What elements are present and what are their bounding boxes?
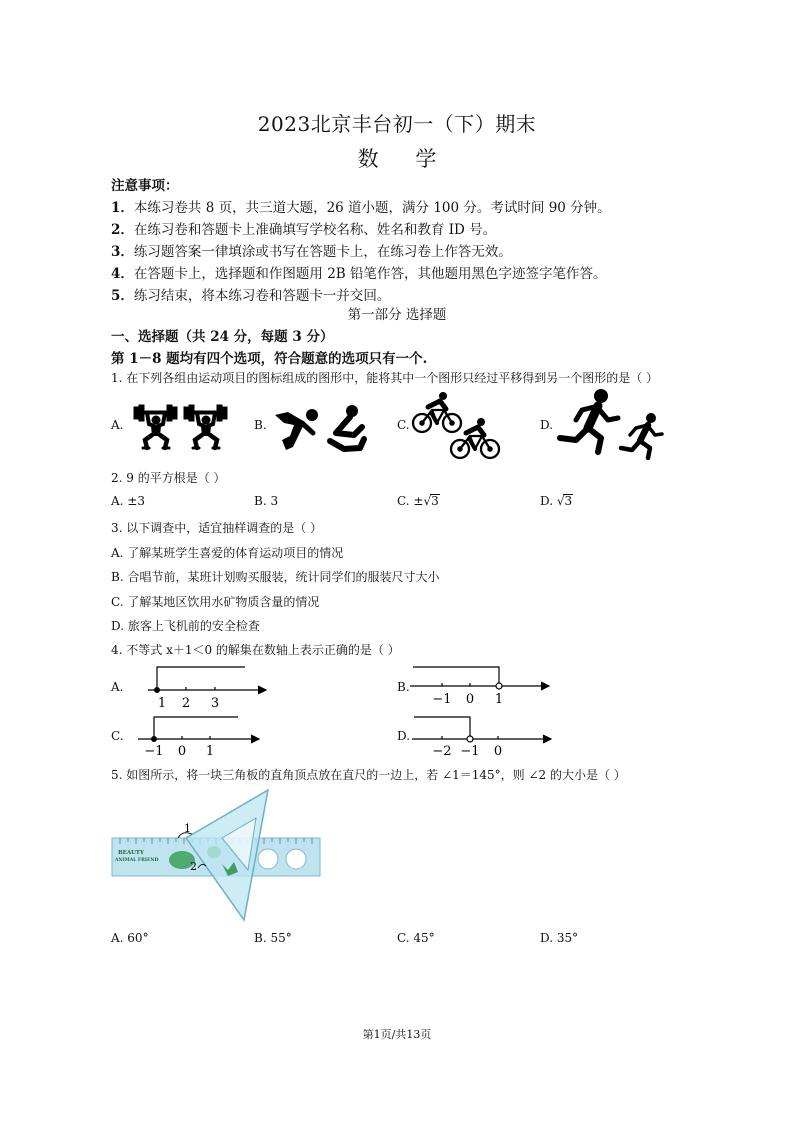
q4-number-line-b — [408, 660, 554, 710]
note-text: 练习结束，将本练习卷和答题卡一并交回。 — [133, 288, 391, 304]
q3-stem: 3. 以下调查中，适宜抽样调查的是（ ） — [111, 521, 323, 535]
open-dot — [467, 736, 473, 742]
tick-label: 2 — [181, 696, 191, 710]
tick-label: −1 — [144, 744, 164, 759]
angle-2-label: 2 — [190, 860, 197, 873]
q2-option-a — [111, 494, 145, 508]
tick-label: −1 — [432, 692, 452, 707]
note-text: 在答题卡上，选择题和作图题用 2B 铅笔作答，其他题用黑色字迹签字笔作答。 — [133, 266, 607, 282]
q3-option-c: C. 了解某地区饮用水矿物质含量的情况 — [111, 595, 320, 609]
option-prefix: ± — [413, 494, 424, 508]
note-item-5: 5．练习结束，将本练习卷和答题卡一并交回。 — [111, 288, 391, 304]
q2-option-d: D. √3 — [540, 494, 573, 508]
weightlifter-icons — [132, 400, 230, 452]
q4-stem: 4. 不等式 x＋1＜0 的解集在数轴上表示正确的是（ ） — [111, 643, 400, 657]
ruler-triangle-figure — [110, 786, 325, 926]
tick-label: 0 — [465, 692, 475, 707]
q1-option-b-label: B. — [254, 418, 267, 432]
q5-option-b: B. 55° — [254, 931, 292, 945]
closed-dot — [151, 736, 157, 742]
note-number: 1 — [111, 200, 121, 216]
option-text: ±3 — [127, 494, 146, 508]
ruler-brand-text: ANIMAL FRIEND — [115, 858, 159, 863]
q4-option-c-label: C. — [111, 729, 124, 743]
page-number: 第1页/共13页 — [362, 1028, 432, 1041]
open-dot — [496, 683, 502, 689]
option-label: A. — [111, 494, 124, 508]
q4-option-a-label: A. — [111, 680, 124, 694]
q2-option-c: C. ±√3 — [397, 494, 439, 508]
note-item-3: 3．练习题答案一律填涂或书写在答题卡上，在练习卷上作答无效。 — [111, 244, 512, 260]
tick-label: 3 — [210, 696, 220, 710]
q1-stem: 1. 在下列各组由运动项目的图标组成的图形中，能将其中一个图形只经过平移得到另一个图形的是（ ） — [111, 371, 659, 385]
sqrt-radicand: 3 — [431, 494, 439, 508]
q3-option-d: D. 旅客上飞机前的安全检查 — [111, 619, 260, 633]
set-square — [186, 790, 268, 920]
gymnast-icons — [272, 403, 372, 455]
tick-label: −2 — [432, 744, 452, 759]
tick-label: 1 — [205, 744, 215, 759]
angle-1-label: 1 — [184, 822, 191, 835]
closed-dot — [154, 687, 160, 693]
q3-option-a: A. 了解某班学生喜爱的体育运动项目的情况 — [111, 546, 344, 560]
q3-option-b: B. 合唱节前，某班计划购买服装，统计同学们的服装尺寸大小 — [111, 570, 440, 584]
note-number: 5 — [111, 288, 121, 304]
q4-number-line-c — [130, 710, 264, 760]
note-text: 本练习卷共 8 页，共三道大题，26 道小题，满分 100 分。考试时间 90 分钟。 — [133, 200, 611, 216]
q1-option-c-label: C. — [397, 418, 410, 432]
q5-option-a: A. 60° — [111, 931, 149, 945]
note-item-2: 2．在练习卷和答题卡上准确填写学校名称、姓名和教育 ID 号。 — [111, 222, 497, 238]
note-item-4: 4．在答题卡上，选择题和作图题用 2B 铅笔作答，其他题用黑色字迹签字笔作答。 — [111, 266, 607, 282]
option-text: 3 — [270, 494, 279, 508]
q1-option-a-label: A. — [111, 418, 124, 432]
cyclist-icons — [410, 390, 504, 462]
note-text: 练习题答案一律填涂或书写在答题卡上，在练习卷上作答无效。 — [133, 244, 512, 260]
runner-icons — [556, 388, 666, 460]
q5-option-d: D. 35° — [540, 931, 579, 945]
q4-option-b-label: B. — [397, 680, 410, 694]
note-text: 在练习卷和答题卡上准确填写学校名称、姓名和教育 ID 号。 — [133, 222, 497, 238]
tick-label: −1 — [460, 744, 480, 759]
q4-option-d-label: D. — [397, 729, 411, 743]
note-item-1: 1．本练习卷共 8 页，共三道大题，26 道小题，满分 100 分。考试时间 90 分钟。 — [111, 200, 611, 216]
option-label: B. — [254, 494, 267, 508]
note-number: 4 — [111, 266, 121, 282]
exam-title: 2023北京丰台初一（下）期末 — [257, 112, 537, 136]
q2-stem: 2. 9 的平方根是（ ） — [111, 471, 226, 485]
notes-heading: 注意事项： — [111, 178, 179, 194]
tick-label: 0 — [177, 744, 187, 759]
q5-option-c: C. 45° — [397, 931, 435, 945]
q2-option-b — [254, 494, 278, 508]
note-number: 3 — [111, 244, 121, 260]
subject-title: 数 学 — [357, 147, 437, 171]
tick-label: 0 — [493, 744, 503, 759]
section-instruction: 第 1－8 题均有四个选项，符合题意的选项只有一个. — [111, 351, 428, 367]
q1-option-d-label: D. — [540, 418, 554, 432]
section-heading: 一、选择题（共 24 分，每题 3 分） — [111, 329, 334, 345]
ruler-brand-text: BEAUTY — [118, 850, 144, 856]
tick-label: 1 — [494, 692, 504, 707]
q5-stem: 5. 如图所示，将一块三角板的直角顶点放在直尺的一边上，若 ∠1＝145°，则 ∠2 的大小是（ ） — [111, 768, 626, 782]
option-label: C. — [397, 494, 410, 508]
q4-number-line-d — [410, 710, 560, 760]
q4-number-line-a — [140, 660, 280, 710]
sqrt-radicand: 3 — [564, 494, 573, 508]
part-title: 第一部分 选择题 — [347, 307, 447, 323]
tick-label: 1 — [157, 696, 167, 710]
note-number: 2 — [111, 222, 121, 238]
option-label: D. — [540, 494, 554, 508]
